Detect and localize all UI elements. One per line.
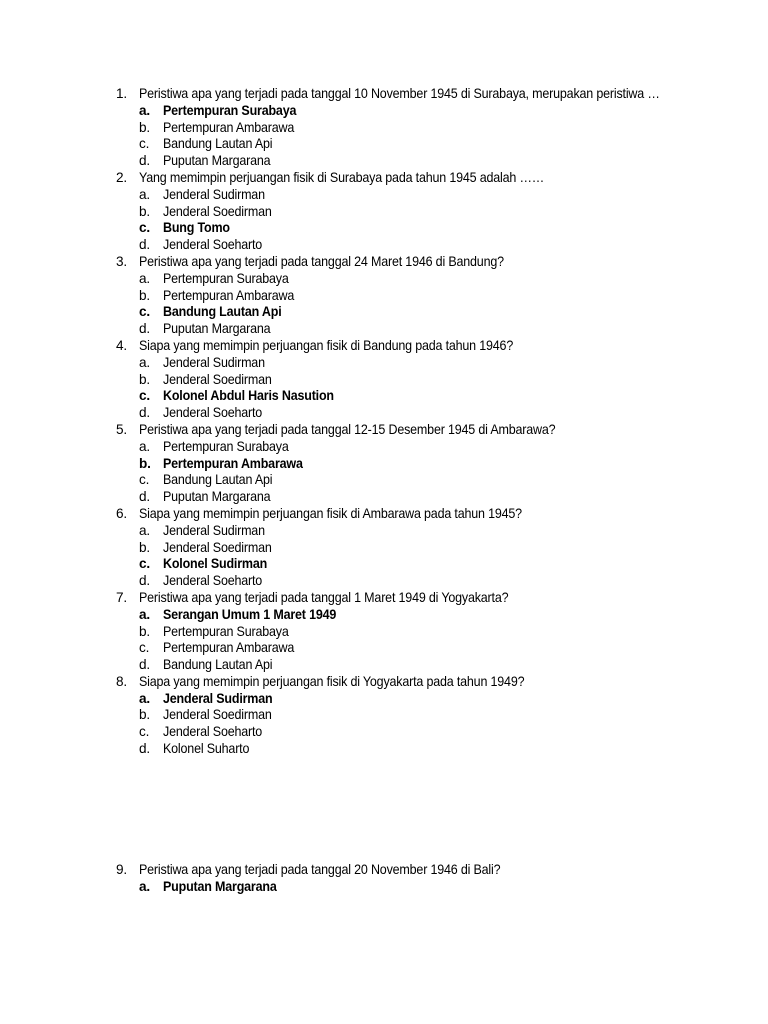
answer-option-correct — [139, 220, 678, 237]
option-text: Bung Tomo — [162, 220, 230, 236]
question-text: Peristiwa apa yang terjadi pada tanggal 12-15 Desember 1945 di Ambarawa? — [139, 421, 556, 437]
option-letter: c. — [139, 220, 150, 236]
option-text: Pertempuran Ambarawa — [162, 119, 294, 135]
question-number: 1. — [116, 86, 127, 101]
question-text: Siapa yang memimpin perjuangan fisik di Ambarawa pada tahun 1945? — [139, 505, 522, 521]
answer-option — [139, 640, 678, 657]
option-text: Pertempuran Ambarawa — [162, 455, 303, 471]
answer-option — [139, 741, 678, 758]
option-text: Jenderal Sudirman — [162, 690, 272, 706]
answer-option — [139, 204, 678, 221]
answer-option-correct — [139, 556, 678, 573]
answer-option — [139, 405, 678, 422]
option-text: Puputan Margarana — [162, 153, 270, 169]
option-letter: d. — [139, 489, 150, 505]
question-number: 6. — [116, 505, 127, 521]
option-letter: c. — [139, 304, 150, 320]
option-letter: a. — [139, 606, 150, 622]
answer-option — [139, 372, 678, 389]
option-letter: d. — [139, 321, 150, 337]
option-letter: d. — [139, 657, 150, 673]
answer-option-correct — [139, 103, 678, 120]
question-text: Siapa yang memimpin perjuangan fisik di Bandung pada tahun 1946? — [139, 337, 514, 353]
option-letter: b. — [139, 455, 151, 471]
option-text: Jenderal Sudirman — [162, 354, 265, 370]
answer-option — [139, 120, 678, 137]
answer-options — [139, 187, 678, 254]
answer-options — [139, 439, 678, 506]
option-letter: d. — [139, 573, 150, 589]
option-text: Puputan Margarana — [162, 489, 270, 505]
option-text: Jenderal Soedirman — [162, 707, 272, 723]
answer-option-correct — [139, 691, 678, 708]
answer-option — [139, 237, 678, 254]
option-text: Pertempuran Surabaya — [162, 623, 289, 639]
answer-option — [139, 573, 678, 590]
answer-option — [139, 355, 678, 372]
question-number: 3. — [116, 253, 127, 269]
answer-option-correct — [139, 879, 678, 896]
question-number: 9. — [116, 861, 127, 877]
option-letter: a. — [139, 878, 150, 894]
option-letter: a. — [139, 690, 150, 706]
option-text: Jenderal Soeharto — [162, 573, 262, 589]
option-text: Jenderal Sudirman — [162, 522, 265, 538]
option-letter: d. — [139, 153, 150, 169]
option-text: Jenderal Soedirman — [162, 371, 272, 387]
answer-options — [139, 523, 678, 590]
question-text: Peristiwa apa yang terjadi pada tanggal 24 Maret 1946 di Bandung? — [139, 253, 504, 269]
option-letter: b. — [139, 287, 150, 303]
question-item — [0, 254, 768, 338]
option-letter: d. — [139, 741, 150, 757]
answer-option — [139, 724, 678, 741]
question-item — [0, 674, 768, 758]
option-text: Jenderal Sudirman — [162, 186, 265, 202]
question-list — [0, 86, 768, 895]
option-text: Jenderal Soeharto — [162, 405, 262, 421]
option-letter: c. — [139, 136, 150, 152]
answer-options — [139, 103, 678, 170]
option-text: Bandung Lautan Api — [162, 304, 282, 320]
answer-options — [139, 691, 678, 758]
question-item — [0, 170, 768, 254]
option-text: Bandung Lautan Api — [162, 472, 272, 488]
question-text: Peristiwa apa yang terjadi pada tanggal 1 Maret 1949 di Yogyakarta? — [139, 589, 509, 605]
option-text: Kolonel Suharto — [162, 741, 249, 757]
answer-option-correct — [139, 456, 678, 473]
answer-option — [139, 321, 678, 338]
option-letter: a. — [139, 102, 150, 118]
answer-option — [139, 540, 678, 557]
answer-option-correct — [139, 607, 678, 624]
answer-option — [139, 472, 678, 489]
option-text: Pertempuran Ambarawa — [162, 640, 294, 656]
option-text: Jenderal Soedirman — [162, 539, 272, 555]
question-text: Peristiwa apa yang terjadi pada tanggal 10 November 1945 di Surabaya, merupakan peristiwa … — [139, 86, 660, 101]
answer-option — [139, 624, 678, 641]
option-text: Puputan Margarana — [162, 321, 270, 337]
question-item — [0, 862, 768, 896]
question-item — [0, 422, 768, 506]
option-text: Pertempuran Surabaya — [162, 102, 296, 118]
option-text: Puputan Margarana — [162, 878, 277, 894]
option-letter: a. — [139, 270, 150, 286]
option-text: Bandung Lautan Api — [162, 657, 272, 673]
option-letter: a. — [139, 522, 150, 538]
answer-options — [139, 607, 678, 674]
option-letter: a. — [139, 354, 150, 370]
option-letter: d. — [139, 405, 150, 421]
question-item — [0, 590, 768, 674]
option-text: Kolonel Abdul Haris Nasution — [162, 388, 334, 404]
option-text: Jenderal Soedirman — [162, 203, 272, 219]
answer-option — [139, 707, 678, 724]
question-number: 5. — [116, 421, 127, 437]
option-text: Pertempuran Ambarawa — [162, 287, 294, 303]
answer-options — [139, 271, 678, 338]
option-text: Bandung Lautan Api — [162, 136, 272, 152]
option-letter: c. — [139, 724, 150, 740]
answer-option — [139, 153, 678, 170]
answer-option — [139, 288, 678, 305]
option-letter: b. — [139, 623, 150, 639]
option-letter: c. — [139, 556, 150, 572]
question-number: 8. — [116, 673, 127, 689]
question-number: 2. — [116, 169, 127, 185]
option-letter: b. — [139, 203, 150, 219]
option-letter: a. — [139, 186, 150, 202]
answer-option-correct — [139, 388, 678, 405]
option-text: Kolonel Sudirman — [162, 556, 267, 572]
question-text: Peristiwa apa yang terjadi pada tanggal 20 November 1946 di Bali? — [139, 861, 501, 877]
option-text: Jenderal Soeharto — [162, 237, 262, 253]
option-letter: b. — [139, 539, 150, 555]
question-item — [0, 506, 768, 590]
option-text: Jenderal Soeharto — [162, 724, 262, 740]
question-item — [0, 338, 768, 422]
option-text: Pertempuran Surabaya — [162, 438, 289, 454]
option-letter: b. — [139, 371, 150, 387]
option-letter: d. — [139, 237, 150, 253]
option-letter: c. — [139, 388, 150, 404]
question-item — [0, 86, 768, 170]
answer-option — [139, 657, 678, 674]
option-letter: c. — [139, 472, 150, 488]
question-text: Yang memimpin perjuangan fisik di Surabaya pada tahun 1945 adalah …… — [139, 169, 545, 185]
answer-option — [139, 523, 678, 540]
option-text: Pertempuran Surabaya — [162, 270, 289, 286]
answer-option — [139, 439, 678, 456]
answer-option — [139, 187, 678, 204]
answer-option — [139, 489, 678, 506]
answer-option-correct — [139, 304, 678, 321]
option-letter: b. — [139, 119, 150, 135]
answer-options — [139, 355, 678, 422]
option-letter: c. — [139, 640, 150, 656]
option-letter: b. — [139, 707, 150, 723]
answer-option — [139, 271, 678, 288]
question-text: Siapa yang memimpin perjuangan fisik di Yogyakarta pada tahun 1949? — [139, 673, 525, 689]
option-text: Serangan Umum 1 Maret 1949 — [162, 606, 336, 622]
answer-option — [139, 136, 678, 153]
answer-options — [139, 879, 678, 896]
question-number: 7. — [116, 589, 127, 605]
question-number: 4. — [116, 337, 127, 353]
option-letter: a. — [139, 438, 150, 454]
